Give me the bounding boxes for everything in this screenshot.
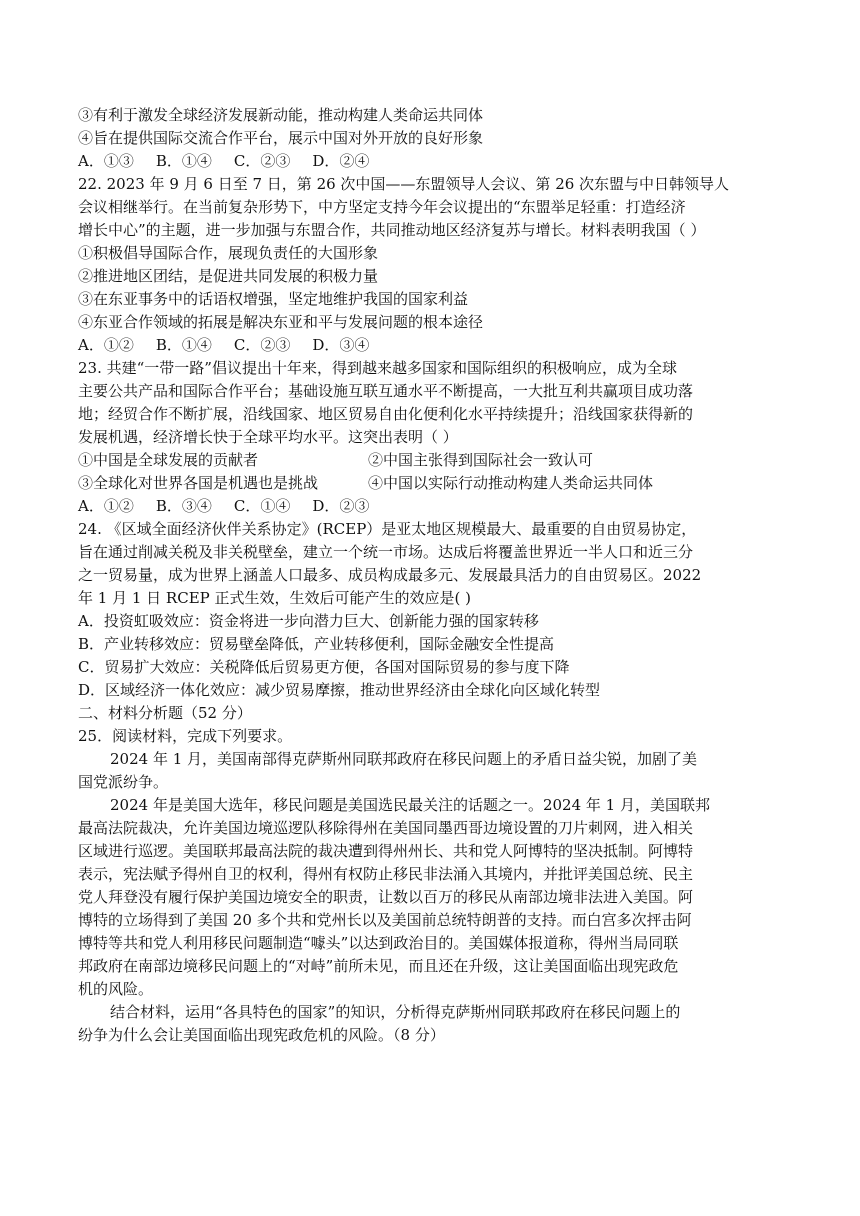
q23-statement-2: ②中国主张得到国际社会一致认可 <box>368 451 594 469</box>
q23-statements-row <box>78 449 788 471</box>
q23-stem-line: 23. 共建“一带一路”倡议提出十年来，得到越来越多国家和国际组织的积极响应，成为全球 <box>78 359 677 377</box>
option-d: D．②④ <box>312 152 370 170</box>
option-b: B．①④ <box>155 336 212 354</box>
option-b: B．③④ <box>155 497 212 515</box>
option-d: D．②③ <box>312 497 370 515</box>
q23-statements-row <box>78 472 788 494</box>
q24-choice-c: C．贸易扩大效应：关税降低后贸易更方便，各国对国际贸易的参与度下降 <box>78 658 570 676</box>
q25-para2-line: 博特的立场得到了美国 20 多个共和党州长以及美国前总统特朗普的支持。而白宫多次抨击阿 <box>78 911 692 929</box>
option-a: A．①② <box>78 497 134 515</box>
option-d: D．③④ <box>312 336 370 354</box>
prev-statement-4: ④旨在提供国际交流合作平台，展示中国对外开放的良好形象 <box>78 129 484 147</box>
q24-stem-line: 24. 《区域全面经济伙伴关系协定》(RCEP）是亚太地区规模最大、最重要的自由贸易协定， <box>78 520 697 538</box>
q24-choice-d: D．区域经济一体化效应：减少贸易摩擦，推动世界经济由全球化向区域化转型 <box>78 681 601 699</box>
q22-statement-1: ①积极倡导国际合作，展现负责任的大国形象 <box>78 244 379 262</box>
q25-para2-line: 机的风险。 <box>78 980 154 998</box>
q25-question-line: 纷争为什么会让美国面临出现宪政危机的风险。（8 分） <box>78 1026 445 1044</box>
q25-para2-line: 党人拜登没有履行保护美国边境安全的职责，让数以百万的移民从南部边境非法进入美国。阿 <box>78 888 694 906</box>
option-a: A．①③ <box>78 152 134 170</box>
q22-statement-2: ②推进地区团结，是促进共同发展的积极力量 <box>78 267 379 285</box>
q25-para2-line: 区域进行巡逻。美国联邦最高法院的裁决遭到得州州长、共和党人阿博特的坚决抵制。阿博特 <box>78 842 694 860</box>
q23-options <box>78 495 788 517</box>
q23-stem-line: 地；经贸合作不断扩展，沿线国家、地区贸易自由化便利化水平持续提升；沿线国家获得新的 <box>78 405 694 423</box>
option-b: B．①④ <box>155 152 212 170</box>
q24-stem-line: 旨在通过削减关税及非关税壁垒，建立一个统一市场。达成后将覆盖世界近一半人口和近三分 <box>78 543 694 561</box>
q22-stem-line: 22. 2023 年 9 月 6 日至 7 日，第 26 次中国——东盟领导人会议、第 26 次东盟与中日韩领导人 <box>78 175 730 193</box>
option-c: C．②③ <box>233 152 291 170</box>
q25-para2-line: 表示，宪法赋予得州自卫的权利，得州有权防止移民非法涌入其境内，并批评美国总统、民主 <box>78 865 694 883</box>
q22-stem-line: 会议相继举行。在当前复杂形势下，中方坚定支持今年会议提出的“东盟举足轻重：打造经济 <box>78 198 686 216</box>
q24-choice-b: B．产业转移效应：贸易壁垒降低，产业转移便利，国际金融安全性提高 <box>78 635 555 653</box>
option-a: A．①② <box>78 336 134 354</box>
q25-question-line: 结合材料，运用“各具特色的国家”的知识，分析得克萨斯州同联邦政府在移民问题上的 <box>110 1003 681 1021</box>
q23-statement-3: ③全球化对世界各国是机遇也是挑战 <box>78 474 319 492</box>
option-c: C．②③ <box>233 336 291 354</box>
q25-para2-line: 博特等共和党人利用移民问题制造“噱头”以达到政治目的。美国媒体报道称，得州当局同联 <box>78 934 679 952</box>
option-c: C．①④ <box>233 497 291 515</box>
q24-stem-line: 年 1 月 1 日 RCEP 正式生效，生效后可能产生的效应是( ) <box>78 589 471 607</box>
q24-choice-a: A．投资虹吸效应：资金将进一步向潜力巨大、创新能力强的国家转移 <box>78 612 539 630</box>
q22-statement-4: ④东亚合作领域的拓展是解决东亚和平与发展问题的根本途径 <box>78 313 484 331</box>
q22-statement-3: ③在东亚事务中的话语权增强，坚定地维护我国的国家利益 <box>78 290 469 308</box>
section-title: 二、材料分析题（52 分） <box>78 704 252 722</box>
q23-stem-line: 主要公共产品和国际合作平台；基础设施互联互通水平不断提高，一大批互利共赢项目成功落 <box>78 382 694 400</box>
q22-stem-line: 增长中心”的主题，进一步加强与东盟合作，共同推动地区经济复苏与增长。材料表明我国（ ） <box>78 221 706 239</box>
q25-para1-line: 国党派纷争。 <box>78 773 169 791</box>
prev-options <box>78 150 788 172</box>
q23-statement-4: ④中国以实际行动推动构建人类命运共同体 <box>368 474 654 492</box>
q23-stem-line: 发展机遇，经济增长快于全球平均水平。这突出表明（ ） <box>78 428 458 446</box>
q24-stem-line: 之一贸易量，成为世界上涵盖人口最多、成员构成最多元、发展最具活力的自由贸易区。2022 <box>78 566 702 584</box>
q22-options <box>78 334 788 356</box>
q25-intro: 25．阅读材料，完成下列要求。 <box>78 727 293 745</box>
q25-para2-line: 2024 年是美国大选年，移民问题是美国选民最关注的话题之一。2024 年 1 月，美国联邦 <box>110 796 710 814</box>
q25-para2-line: 最高法院裁决，允许美国边境巡逻队移除得州在美国同墨西哥边境设置的刀片刺网，进入相关 <box>78 819 694 837</box>
prev-statement-3: ③有利于激发全球经济发展新动能，推动构建人类命运共同体 <box>78 106 484 124</box>
q25-para2-line: 邦政府在南部边境移民问题上的“对峙”前所未见，而且还在升级，这让美国面临出现宪政危 <box>78 957 679 975</box>
q25-para1-line: 2024 年 1 月，美国南部得克萨斯州同联邦政府在移民问题上的矛盾日益尖锐，加剧了美 <box>110 750 698 768</box>
q23-statement-1: ①中国是全球发展的贡献者 <box>78 451 259 469</box>
